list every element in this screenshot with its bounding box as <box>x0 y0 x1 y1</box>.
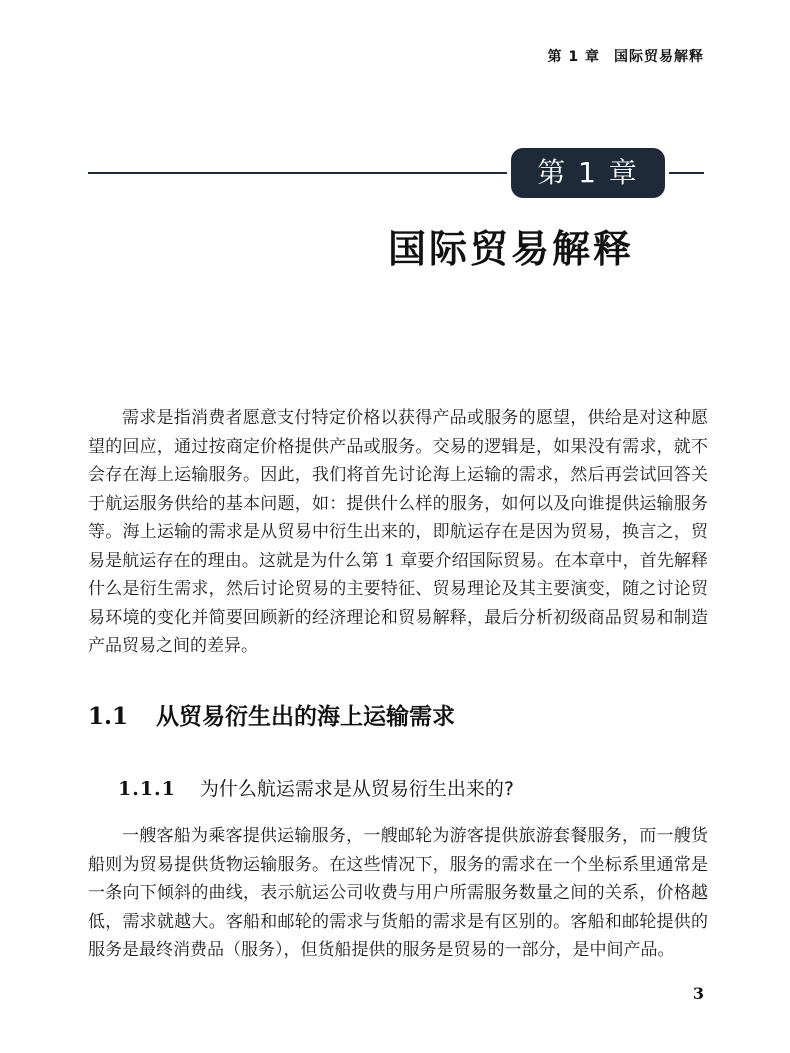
section-heading <box>88 698 455 731</box>
chapter-title: 国际贸易解释 <box>387 227 634 271</box>
subsection-number: 1.1.1 <box>118 778 176 800</box>
page-number: 3 <box>692 984 704 1003</box>
section-title: 从贸易衍生出的海上运输需求 <box>156 704 456 730</box>
section-number: 1.1 <box>88 703 129 730</box>
running-head <box>548 46 705 66</box>
chapter-badge: 第 1 章 <box>511 148 665 198</box>
body-paragraph: 一艘客船为乘客提供运输服务，一艘邮轮为游客提供旅游套餐服务，而一艘货船则为贸易提供货物运输服务。在这些情况下，服务的需求在一个坐标系里通常是一条向下倾斜的曲线，表示航运公司收费与用户所需服务数量之间的关系，价格越低，需求就越大。客船和邮轮的需求与货船的需求是有区别的。客船和邮轮提供的服务是最终消费品（服务），但货船提供的服务是贸易的一部分，是中间产品。 <box>88 826 708 960</box>
subsection-heading <box>118 774 514 801</box>
subsection-title: 为什么航运需求是从贸易衍生出来的? <box>199 778 514 800</box>
intro-paragraph: 需求是指消费者愿意支付特定价格以获得产品或服务的愿望，供给是对这种愿望的回应，通过按商定价格提供产品或服务。交易的逻辑是，如果没有需求，就不会存在海上运输服务。因此，我们将首先讨论海上运输的需求，然后再尝试回答关于航运服务供给的基本问题，如：提供什么样的服务，如何以及向谁提供运输服务等。海上运输的需求是从贸易中衍生出来的，即航运存在是因为贸易，换言之，贸易是航运存在的理由。这就是为什么第 1 章要介绍国际贸易。在本章中，首先解释什么是衍生需求，然后讨论贸易的主要特征、贸易理论及其主要演变，随之讨论贸易环境的变化并简要回顾新的经济理论和贸易解释，最后分析初级商品贸易和制造产品贸易之间的差异。 <box>88 408 708 656</box>
running-head-title: 国际贸易解释 <box>614 49 704 65</box>
running-head-chapter: 第 1 章 <box>547 49 600 65</box>
